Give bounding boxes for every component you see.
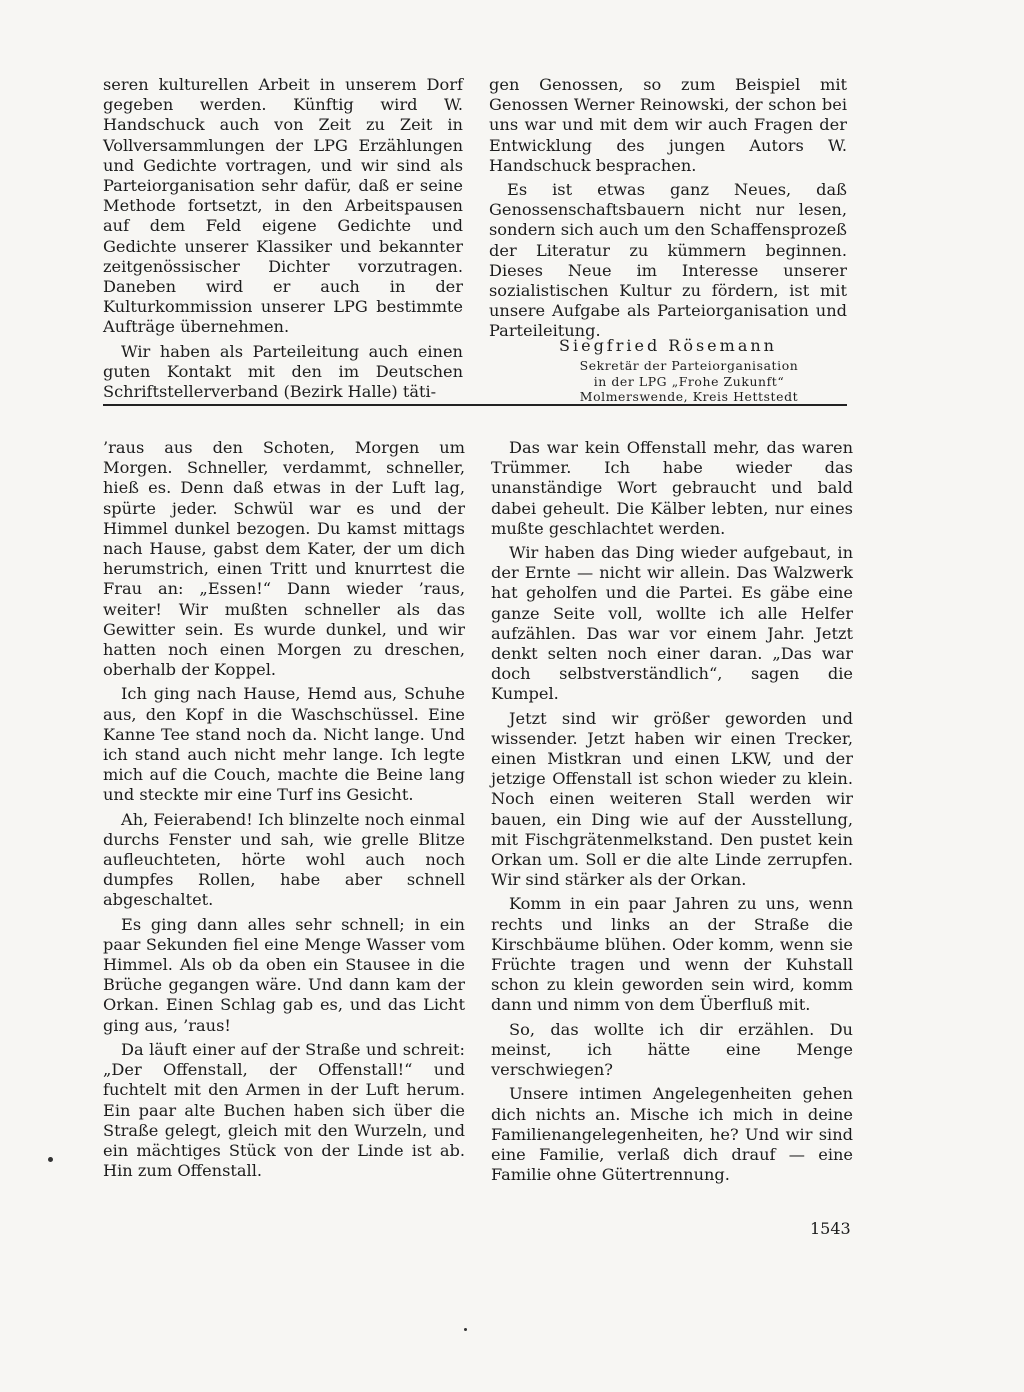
paragraph: So, das wollte ich dir erzählen. Du meinst, ich hätte eine Menge verschwiegen? — [491, 1019, 853, 1080]
paragraph: gen Genossen, so zum Beispiel mit Genossen Werner Reinowski, der schon bei uns war und mit dem wir auch Fragen der Entwicklung des jungen Autors W. Handschuck besprachen. — [489, 75, 847, 175]
page-number: 1543 — [810, 1219, 851, 1238]
paragraph: Ah, Feierabend! Ich blinzelte noch einmal durchs Fenster und sah, wie grelle Blitze aufleuchteten, hörte wohl auch noch dumpfes Rollen, habe aber schnell abgeschaltet. — [103, 809, 465, 910]
signature-organization: in der LPG „Frohe Zukunft“ — [593, 373, 785, 389]
paragraph: Wir haben als Parteileitung auch einen guten Kontakt mit den im Deutschen Schriftstellerverband (Bezirk Halle) täti- — [103, 341, 463, 402]
paragraph: Das war kein Offenstall mehr, das waren Trümmer. Ich habe wieder das unanständige Wort gebraucht und bald dabei geheult. Die Kälber lebten, nur eines mußte geschlachtet werden. — [491, 438, 853, 538]
scan-speck — [48, 1157, 53, 1162]
paragraph: seren kulturellen Arbeit in unserem Dorf gegeben werden. Künftig wird W. Handschuck auch von Zeit zu Zeit in Vollversammlungen der LPG Erzählungen und Gedichte vortragen, und wir sind als Parteiorganisation sehr dafür, daß er seine Methode fortsetzt, in den Arbeitspausen auf dem Feld eigene Gedichte und Gedichte unserer Klassiker und bekannter zeitgenössischer Dichter vorzutragen. Daneben wird er auch in der Kulturkommission unserer LPG bestimmte Aufträge übernehmen. — [103, 75, 463, 337]
top-right-column — [489, 75, 847, 342]
paragraph: Unsere intimen Angelegenheiten gehen dich nichts an. Mische ich mich in deine Familienangelegenheiten, he? Und wir sind eine Familie, verlaß dich drauf — eine Familie ohne Gütertrennung. — [491, 1084, 853, 1185]
paragraph: Komm in ein paar Jahren zu uns, wenn rechts und links an der Straße die Kirschbäume blühen. Oder komm, wenn sie Früchte tragen und wenn der Kuhstall schon zu klein geworden sein wird, komm dann und nimm von dem Überfluß mit. — [491, 894, 853, 1015]
signature-location: Molmerswende, Kreis Hettstedt — [579, 389, 799, 404]
paragraph: Jetzt sind wir größer geworden und wissender. Jetzt haben wir einen Trecker, einen Mistkran und einen LKW, und der jetzige Offenstall ist schon wieder zu klein. Noch einen weiteren Stall werden wir bauen, ein Ding wie auf der Ausstellung, mit Fischgrätenmelkstand. Den pustet kein Orkan um. Soll er die alte Linde zerrupfen. Wir sind stärker als der Orkan. — [491, 708, 853, 890]
signature-block — [489, 336, 847, 405]
bottom-right-column — [491, 438, 853, 1185]
bottom-left-column — [103, 438, 465, 1181]
paragraph: Da läuft einer auf der Straße und schreit: „Der Offenstall, der Offenstall!“ und fuchtelt mit den Armen in der Luft herum. Ein paar alte Buchen haben sich über die Straße gelegt, gleich mit den Wurzeln, und ein mächtiges Stück von der Linde ist ab. Hin zum Offenstall. — [103, 1039, 465, 1181]
paragraph: Es ging dann alles sehr schnell; in ein paar Sekunden fiel eine Menge Wasser vom Himmel. Als ob da oben ein Stausee in die Brüche gegangen wäre. Und dann kam der Orkan. Einen Schlag gab es, und das Licht ging aus, ’raus! — [103, 914, 465, 1035]
paragraph: Wir haben das Ding wieder aufgebaut, in der Ernte — nicht wir allein. Das Walzwerk hat geholfen und die Partei. Es gäbe eine ganze Seite voll, wollte ich alle Helfer aufzählen. Das war vor einem Jahr. Jetzt denkt selten noch einer daran. „Das war doch selbstverständlich“, sagen die Kumpel. — [491, 543, 853, 704]
signature-title: Sekretär der Parteiorganisation — [579, 358, 799, 373]
scan-speck — [464, 1328, 467, 1331]
paragraph: Es ist etwas ganz Neues, daß Genossenschaftsbauern nicht nur lesen, sondern sich auch um den Schaffensprozeß der Literatur zu kümmern beginnen. Dieses Neue im Interesse unserer sozialistischen Kultur zu fördern, ist mit unsere Aufgabe als Parteiorganisation und Parteileitung. — [489, 180, 847, 341]
section-divider — [103, 404, 847, 406]
paragraph: Ich ging nach Hause, Hemd aus, Schuhe aus, den Kopf in die Waschschüssel. Eine Kanne Tee stand noch da. Nicht lange. Und ich stand auch nicht mehr lange. Ich legte mich auf die Couch, machte die Beine lang und steckte mir eine Turf ins Gesicht. — [103, 684, 465, 805]
signature-name: Siegfried Rösemann — [559, 336, 777, 355]
paragraph: ’raus aus den Schoten, Morgen um Morgen. Schneller, verdammt, schneller, hieß es. Denn daß etwas in der Luft lag, spürte jeder. Schwül war es und der Himmel dunkel bezogen. Du kamst mittags nach Hause, gabst dem Kater, der um dich herumstrich, einen Tritt und knurrtest die Frau an: „Essen!“ Dann wieder ’raus, weiter! Wir mußten schneller als das Gewitter sein. Es wurde dunkel, und wir hatten noch einen Morgen zu dreschen, oberhalb der Koppel. — [103, 438, 465, 680]
top-left-column — [103, 75, 463, 402]
